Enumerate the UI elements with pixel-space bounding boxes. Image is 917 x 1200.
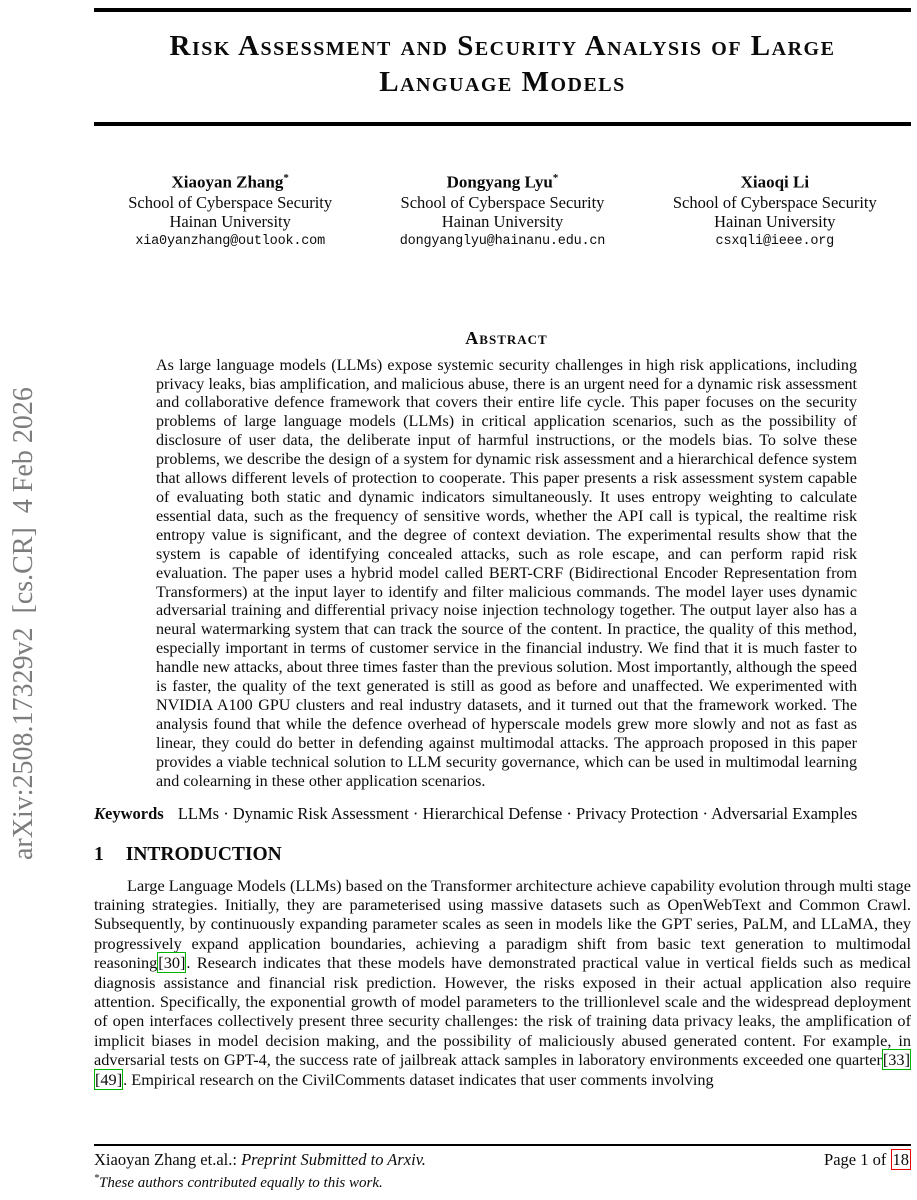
abstract-heading: Abstract (465, 327, 548, 348)
top-rule (94, 8, 911, 12)
title-line-1: Risk Assessment and Security Analysis of Large (169, 30, 836, 62)
author-name-text: Dongyang Lyu (446, 172, 553, 192)
keywords-label: Keywords (94, 803, 164, 823)
footer-row (94, 1150, 911, 1170)
section-1-heading (94, 844, 911, 866)
abstract-text: As large language models (LLMs) expose systemic security challenges in high risk applications, including privacy leaks, bias amplification, and malicious abuse, there is an urgent need for a dynamic risk assessment and collaborative defence framework that covers their entire life cycle. This paper focuses on the security problems of large language models (LLMs) in critical application scenarios, such as the possibility of disclosure of user data, the deliberate input of harmful instructions, or the models bias. To solve these problems, we describe the design of a system for dynamic risk assessment and a hierarchical defence system that allows different levels of protection to cooperate. This paper presents a risk assessment system capable of evaluating both static and dynamic indicators simultaneously. It uses entropy weighting to calculate essential data, such as the frequency of sensitive words, whether the API call is typical, the realtime risk entropy value is significant, and the degree of context deviation. The experimental results show that the system is capable of identifying concealed attacks, such as role escape, and can perform rapid risk evaluation. The paper uses a hybrid model called BERT-CRF (Bidirectional Encoder Representation from Transformers) at the input layer to identify and filter malicious commands. The model layer uses dynamic adversarial training and differential privacy noise injection technology together. The output layer also has a neural watermarking system that can track the source of the content. In practice, the quality of this method, especially important in terms of customer service in the financial industry. We find that it is much faster to handle new attacks, about three times faster than the previous solution. Most importantly, although the speed is faster, the quality of the text generated is still as good as before and unaffected. We experimented with NVIDIA A100 GPU clusters and real industry datasets, and it turned out that the framework worked. The analysis found that while the defence overhead of hyperscale models grew more slowly and not as fast as linear, they could do better in defending against multimodal attacks. The approach proposed in this paper provides a viable technical solution to LLM security governance, which can be used in multimodal learning and colearning in these other application scenarios. (156, 356, 857, 790)
author-email: dongyanglyu@hainanu.edu.cn (399, 233, 606, 249)
author-2 (366, 168, 638, 252)
citation-33-link[interactable]: [33] (882, 1050, 910, 1070)
author-block (94, 168, 911, 252)
author-mark: * (552, 172, 559, 184)
intro-paragraph (94, 876, 911, 1089)
author-1 (94, 168, 366, 252)
author-mark: * (283, 172, 289, 184)
author-name (366, 168, 638, 193)
footer-preprint-note: Preprint Submitted to Arxiv. (241, 1150, 426, 1169)
author-email: csxqli@ieee.org (715, 233, 835, 249)
intro-text-1: Large Language Models (LLMs) based on the Transformer architecture achieve capability evolution through multi stage training strategies. Initially, they are parameterised using massive datasets such as OpenWebText and Common Crawl. Subsequently, by continuously expanding parameter scales as seen in models like the GPT series, PaLM, and LLaMA, they progressively expand application boundaries, achieving a paradigm shift from basic text generation to multimodal reasoning (94, 875, 911, 973)
page-number-prefix: Page 1 of (824, 1150, 891, 1169)
intro-text-3: . Empirical research on the CivilComments dataset indicates that user comments involving (123, 1069, 714, 1089)
footer-author: Xiaoyan Zhang et.al.: (94, 1150, 242, 1169)
author-name (639, 168, 911, 193)
intro-text-2: . Research indicates that these models have demonstrated practical value in vertical fields such as medical diagnosis assistance and financial risk prediction. However, the risks exposed in their actual application also require attention. Specifically, the exponential growth of model parameters to the trillionlevel scale and the widespread deployment of open interfaces collectively present three security challenges: the risk of training data privacy leaks, the amplification of implicit biases in model decision making, and the possibility of maliciously abused generated content. For example, in adversarial tests on GPT-4, the success rate of jailbreak attack samples in laboratory environments exceeded one quarter (94, 953, 911, 1070)
author-3 (639, 168, 911, 252)
abstract-section (156, 328, 857, 792)
footnote-text: These authors contributed equally to this work. (99, 1175, 383, 1191)
section-number: 1 (94, 843, 104, 865)
author-name (94, 168, 366, 193)
footnote-mark: * (94, 1173, 99, 1184)
author-name-text: Xiaoyan Zhang (171, 172, 284, 192)
author-university: Hainan University (169, 212, 291, 232)
equal-contribution-footnote (94, 1173, 911, 1192)
section-title: INTRODUCTION (125, 843, 282, 865)
author-affiliation: School of Cyberspace Security (400, 192, 605, 212)
title-line-2: Language Models (379, 66, 626, 98)
citation-30-link[interactable]: [30] (158, 953, 186, 973)
footer-rule (94, 1144, 911, 1146)
author-email: xia0yanzhang@outlook.com (135, 233, 325, 249)
last-page-link[interactable]: 18 (892, 1150, 909, 1169)
page-content (94, 0, 911, 1140)
keywords-line (94, 804, 911, 824)
keywords-text: LLMs · Dynamic Risk Assessment · Hierarchical Defense · Privacy Protection · Adversarial Examples (177, 803, 858, 823)
author-affiliation: School of Cyberspace Security (128, 192, 333, 212)
author-university: Hainan University (714, 212, 836, 232)
author-affiliation: School of Cyberspace Security (672, 192, 877, 212)
citation-49-link[interactable]: [49] (95, 1069, 123, 1089)
arxiv-watermark: arXiv:2508.17329v2 [cs.CR] 4 Feb 2026 (8, 387, 39, 860)
footer-running-title (94, 1150, 426, 1170)
author-name-text: Xiaoqi Li (740, 172, 810, 192)
paper-title (94, 28, 911, 100)
page-footer (94, 1144, 911, 1192)
author-university: Hainan University (441, 212, 564, 232)
title-rule (94, 122, 911, 126)
page-number (824, 1150, 911, 1170)
